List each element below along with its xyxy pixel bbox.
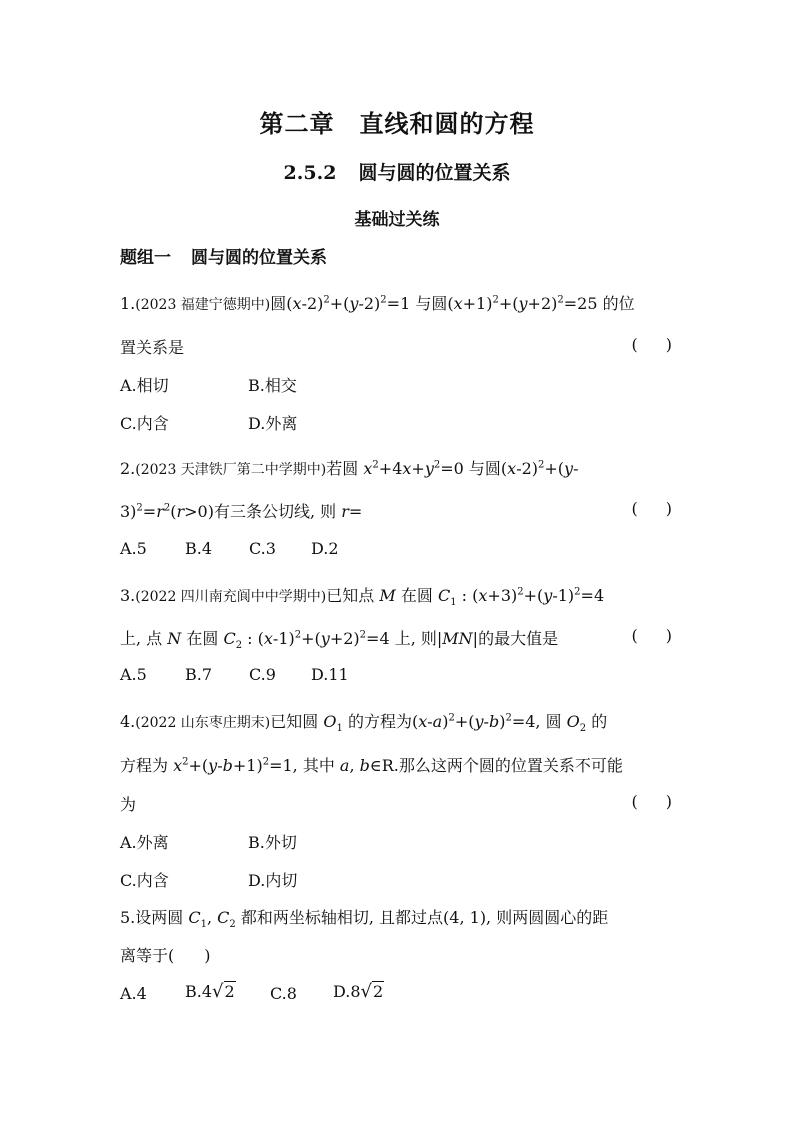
answer-paren: ( ) <box>631 499 672 518</box>
group-title <box>120 243 327 268</box>
question-4-source: (2022 山东枣庄期末) <box>135 715 271 731</box>
question-2-option-d: D.2 <box>311 539 339 558</box>
question-3-option-d: D.11 <box>311 665 349 684</box>
question-3-line-1: 3.(2022 四川南充阆中中学期中)已知点 M 在圆 $C_1$ : $(x+3)^2+(y-1)^2=4$ <box>120 586 605 609</box>
question-4-line-2: 方程为 $x^2+(y-b+1)^2=1$, 其中 a, b∈R.那么这两个圆的位置关系不可能 <box>120 756 623 775</box>
question-3-option-c: C.9 <box>249 665 276 684</box>
question-2-option-c: C.3 <box>249 539 276 558</box>
question-3-line-2: 上, 点 N 在圆 $C_2$ : $(x-1)^2+(y+2)^2=4$ 上, 则|MN|的最大值是 <box>120 629 559 652</box>
question-1-option-b: B.相交 <box>248 376 297 395</box>
question-2-option-b: B.4 <box>185 539 213 558</box>
question-1-line-1: 1.(2023 福建宁德期中)圆$(x-2)^2+(y-2)^2=1$ 与圆$(x+1)^2+(y+2)^2=25$ 的位 <box>120 294 635 313</box>
question-1-option-a: A.相切 <box>120 376 169 395</box>
question-4-option-a: A.外离 <box>120 833 169 852</box>
question-3-source: (2022 四川南充阆中中学期中) <box>135 589 327 605</box>
sqrt-symbol: √2 <box>360 981 384 1002</box>
question-1-option-d: D.外离 <box>248 414 298 433</box>
question-5-option-d: D.8√2 <box>333 981 384 1002</box>
question-3-option-a: A.5 <box>120 665 147 684</box>
question-1-source: (2023 福建宁德期中) <box>135 297 271 313</box>
question-5-option-a: A.4 <box>120 984 147 1003</box>
question-1-option-c: C.内含 <box>120 414 169 433</box>
sqrt-symbol: √2 <box>212 981 235 1002</box>
answer-paren: ( ) <box>631 335 672 354</box>
question-2-line-2: $3)^2=r^2(r>0)$有三条公切线, 则 r= <box>120 502 363 521</box>
answer-paren: ( ) <box>631 792 672 811</box>
question-5-line-2: 离等于( ) <box>120 946 211 965</box>
question-4-line-3: 为 <box>120 795 137 814</box>
question-4-option-b: B.外切 <box>248 833 297 852</box>
question-2-line-1: 2.(2023 天津铁厂第二中学期中)若圆 $x^2+4x+y^2=0$ 与圆$(x-2)^2+(y-$ <box>120 459 579 478</box>
question-3-option-b: B.7 <box>185 665 213 684</box>
question-1-line-2: 置关系是 <box>120 338 185 357</box>
question-2-option-a: A.5 <box>120 539 147 558</box>
chapter-title: 第二章 直线和圆的方程 <box>259 109 535 138</box>
section-number: 2.5.2 <box>283 162 337 184</box>
section-title <box>0 158 794 185</box>
drill-title: 基础过关练 <box>354 210 440 230</box>
answer-paren: ( ) <box>631 626 672 645</box>
question-4-option-c: C.内含 <box>120 871 169 890</box>
question-4-option-d: D.内切 <box>248 871 298 890</box>
section-name: 圆与圆的位置关系 <box>358 162 511 184</box>
question-5-option-b: B.4√2 <box>185 981 235 1002</box>
question-5-line-1: 5.设两圆 $C_1$, $C_2$ 都和两坐标轴相切, 且都过点(4, 1), 则两圆圆心的距 <box>120 908 609 931</box>
group-label: 题组一 <box>120 248 171 268</box>
question-5-option-c: C.8 <box>270 984 297 1003</box>
question-4-line-1: 4.(2022 山东枣庄期末)已知圆 $O_1$ 的方程为$(x-a)^2+(y-b)^2=4$, 圆 $O_2$ 的 <box>120 712 608 735</box>
question-2-source: (2023 天津铁厂第二中学期中) <box>135 462 327 478</box>
group-name: 圆与圆的位置关系 <box>191 248 327 268</box>
